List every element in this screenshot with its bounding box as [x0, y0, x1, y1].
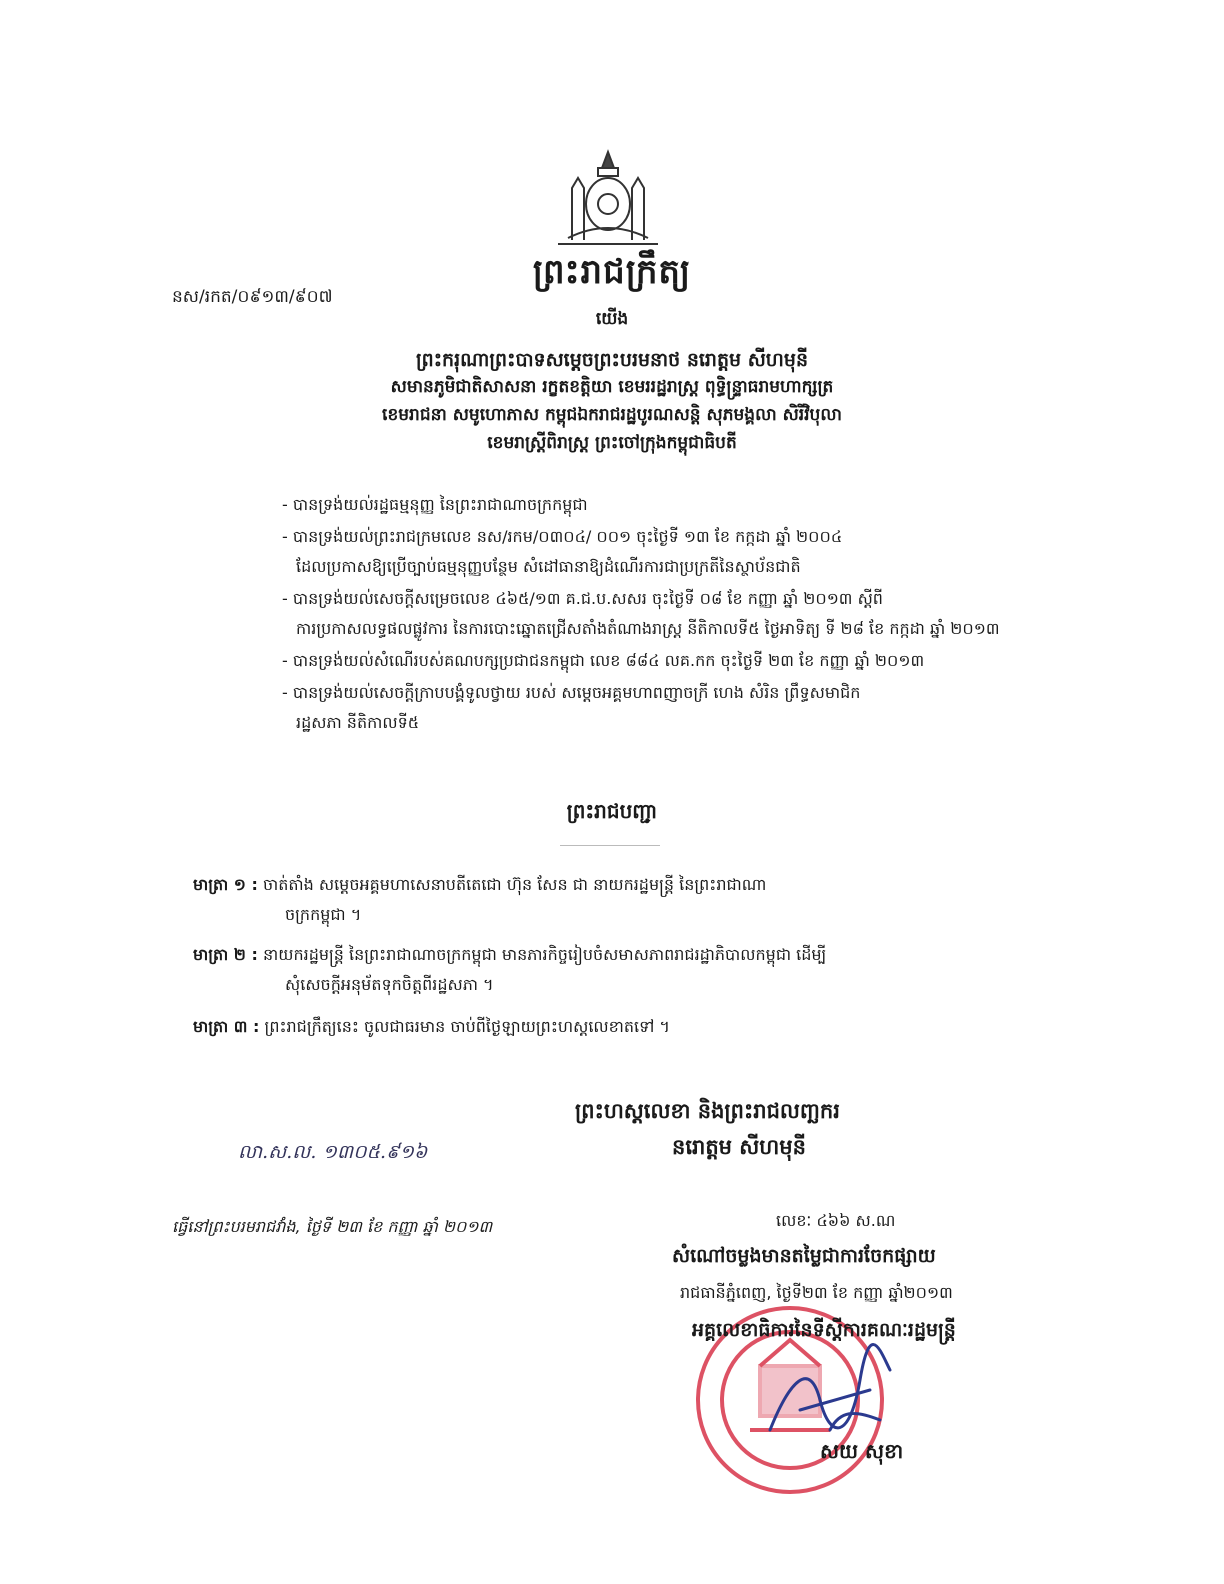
consideration-continuation: រដ្ឋសភា នីតិកាលទី៥ [296, 713, 420, 732]
consideration-text: - បានទ្រង់យល់សេចក្តីសម្រេចលេខ ៤៦៥/១៣ គ.ជ.ប.សសរ ចុះថ្ងៃទី ០៨ ខែ កញ្ញា ឆ្នាំ ២០១៣ ស្តីពី [282, 589, 883, 608]
divider [560, 845, 660, 846]
article-continuation: ចក្រកម្ពុជា ។ [285, 905, 362, 924]
article-continuation: សុំសេចក្តីអនុម័តទុកចិត្តពីរដ្ឋសភា ។ [285, 975, 494, 994]
consideration-item [282, 490, 1002, 520]
preamble-we: យើង [595, 309, 629, 329]
consideration-continuation: ការប្រកាសលទ្ធផលផ្លូវការ នៃការបោះឆ្នោតជ្រើសតាំងតំណាងរាស្ត្រ នីតិកាលទី៥ ថ្ងៃអាទិត្យ ទី ២៨ ខែ កក្កដា ឆ្នាំ ២០១៣ [296, 619, 1000, 638]
consideration-continuation: ដែលប្រកាសឱ្យប្រើច្បាប់ធម្មនុញ្ញបន្ថែម សំដៅធានាឱ្យដំណើរការជាប្រក្រតីនៃស្ថាប័នជាតិ [296, 557, 801, 576]
consideration-text: - បានទ្រង់យល់សំណើរបស់គណបក្សប្រជាជនកម្ពុជា លេខ ៨៨៤ លគ.កក ចុះថ្ងៃទី ២៣ ខែ កញ្ញា ឆ្នាំ ២០១៣ [282, 651, 925, 670]
article-text: ចាត់តាំង សម្តេចអគ្គមហាសេនាបតីតេជោ ហ៊ុន សែន ជា នាយករដ្ឋមន្ត្រី នៃព្រះរាជាណា [262, 875, 767, 894]
consideration-item [282, 584, 1002, 644]
royal-title-line: សមានភូមិជាតិសាសនា រក្ខតខត្តិយា ខេមររដ្ឋរាស្ត្រ ពុទ្ធិន្ទ្រាធរាមហាក្សត្រ [390, 377, 834, 397]
decree-heading: ព្រះរាជបញ្ជា [566, 799, 658, 823]
article-label: មាត្រា ១ : [193, 875, 258, 894]
signer-name: សយ សុខា [820, 1439, 904, 1463]
certification-number: លេខៈ ៤៦៦ ស.ណ [776, 1211, 896, 1230]
article-label: មាត្រា ៣ : [193, 1017, 260, 1036]
article [193, 940, 1013, 1000]
article-text: នាយករដ្ឋមន្ត្រី នៃព្រះរាជាណាចក្រកម្ពុជា មានភារកិច្ចរៀបចំសមាសភាពរាជរដ្ឋាភិបាលកម្ពុជា ដើម្បី [262, 945, 827, 964]
consideration-item [282, 646, 1002, 676]
certification-title: សំណៅចម្លងមានតម្លៃជាការចែកផ្សាយ [672, 1245, 936, 1267]
article-text: ព្រះរាជក្រឹត្យនេះ ចូលជាធរមាន ចាប់ពីថ្ងៃឡាយព្រះហស្តលេខាតទៅ ។ [264, 1017, 670, 1036]
certification-department: អគ្គលេខាធិការនៃទីស្តីការគណៈរដ្ឋមន្ត្រី [692, 1319, 956, 1341]
reference-number: នស/រកត/០៩១៣/៩០៧ [172, 287, 333, 307]
consideration-item [282, 522, 1002, 582]
article [193, 870, 1013, 930]
royal-title-line: ខេមរាជនា សមូហោភាស កម្ពុជឯករាជរដ្ឋបូរណសន្តិ សុភមង្គលា សិរីវិបុលា [382, 405, 842, 425]
article-label: មាត្រា ២ : [193, 945, 258, 964]
royal-title-line: ខេមរាស្ត្រីពិរាស្ត្រ ព្រះចៅក្រុងកម្ពុជាធិបតី [487, 433, 737, 453]
handwritten-number: លា.ស.ល. ១៣០៥.៩១៦ [238, 1141, 428, 1163]
article [193, 1012, 1013, 1042]
document-title: ព្រះរាជក្រឹត្យ [532, 252, 692, 292]
signature-title: ព្រះហស្តលេខា និងព្រះរាជលញ្ឆករ [575, 1099, 840, 1123]
royal-emblem-icon [548, 148, 668, 248]
certification-date: រាជធានីភ្នំពេញ, ថ្ងៃទី២៣ ខែ កញ្ញា ឆ្នាំ២០១៣ [680, 1283, 953, 1302]
king-name: នរោត្តម សីហមុនី [672, 1135, 806, 1159]
signature-icon [760, 1340, 900, 1450]
consideration-item [282, 678, 1002, 738]
royal-title-line: ព្រះករុណាព្រះបាទសម្តេចព្រះបរមនាថ នរោត្តម សីហមុនី [415, 349, 809, 371]
consideration-text: - បានទ្រង់យល់សេចក្តីក្រាបបង្គំទូលថ្វាយ របស់ សម្តេចអគ្គមហាពញាចក្រី ហេង សំរិន ព្រឹទ្ធសមាជិក [282, 683, 861, 702]
place-date: ធ្វើនៅព្រះបរមរាជវាំង, ថ្ងៃទី ២៣ ខែ កញ្ញា ឆ្នាំ ២០១៣ [172, 1217, 493, 1236]
consideration-text: - បានទ្រង់យល់ព្រះរាជក្រមលេខ នស/រកម/០៣០៤/ ០០១ ចុះថ្ងៃទី ១៣ ខែ កក្កដា ឆ្នាំ ២០០៤ [282, 527, 843, 546]
consideration-text: - បានទ្រង់យល់រដ្ឋធម្មនុញ្ញ នៃព្រះរាជាណាចក្រកម្ពុជា [282, 495, 588, 514]
considerations-list [282, 490, 1002, 740]
